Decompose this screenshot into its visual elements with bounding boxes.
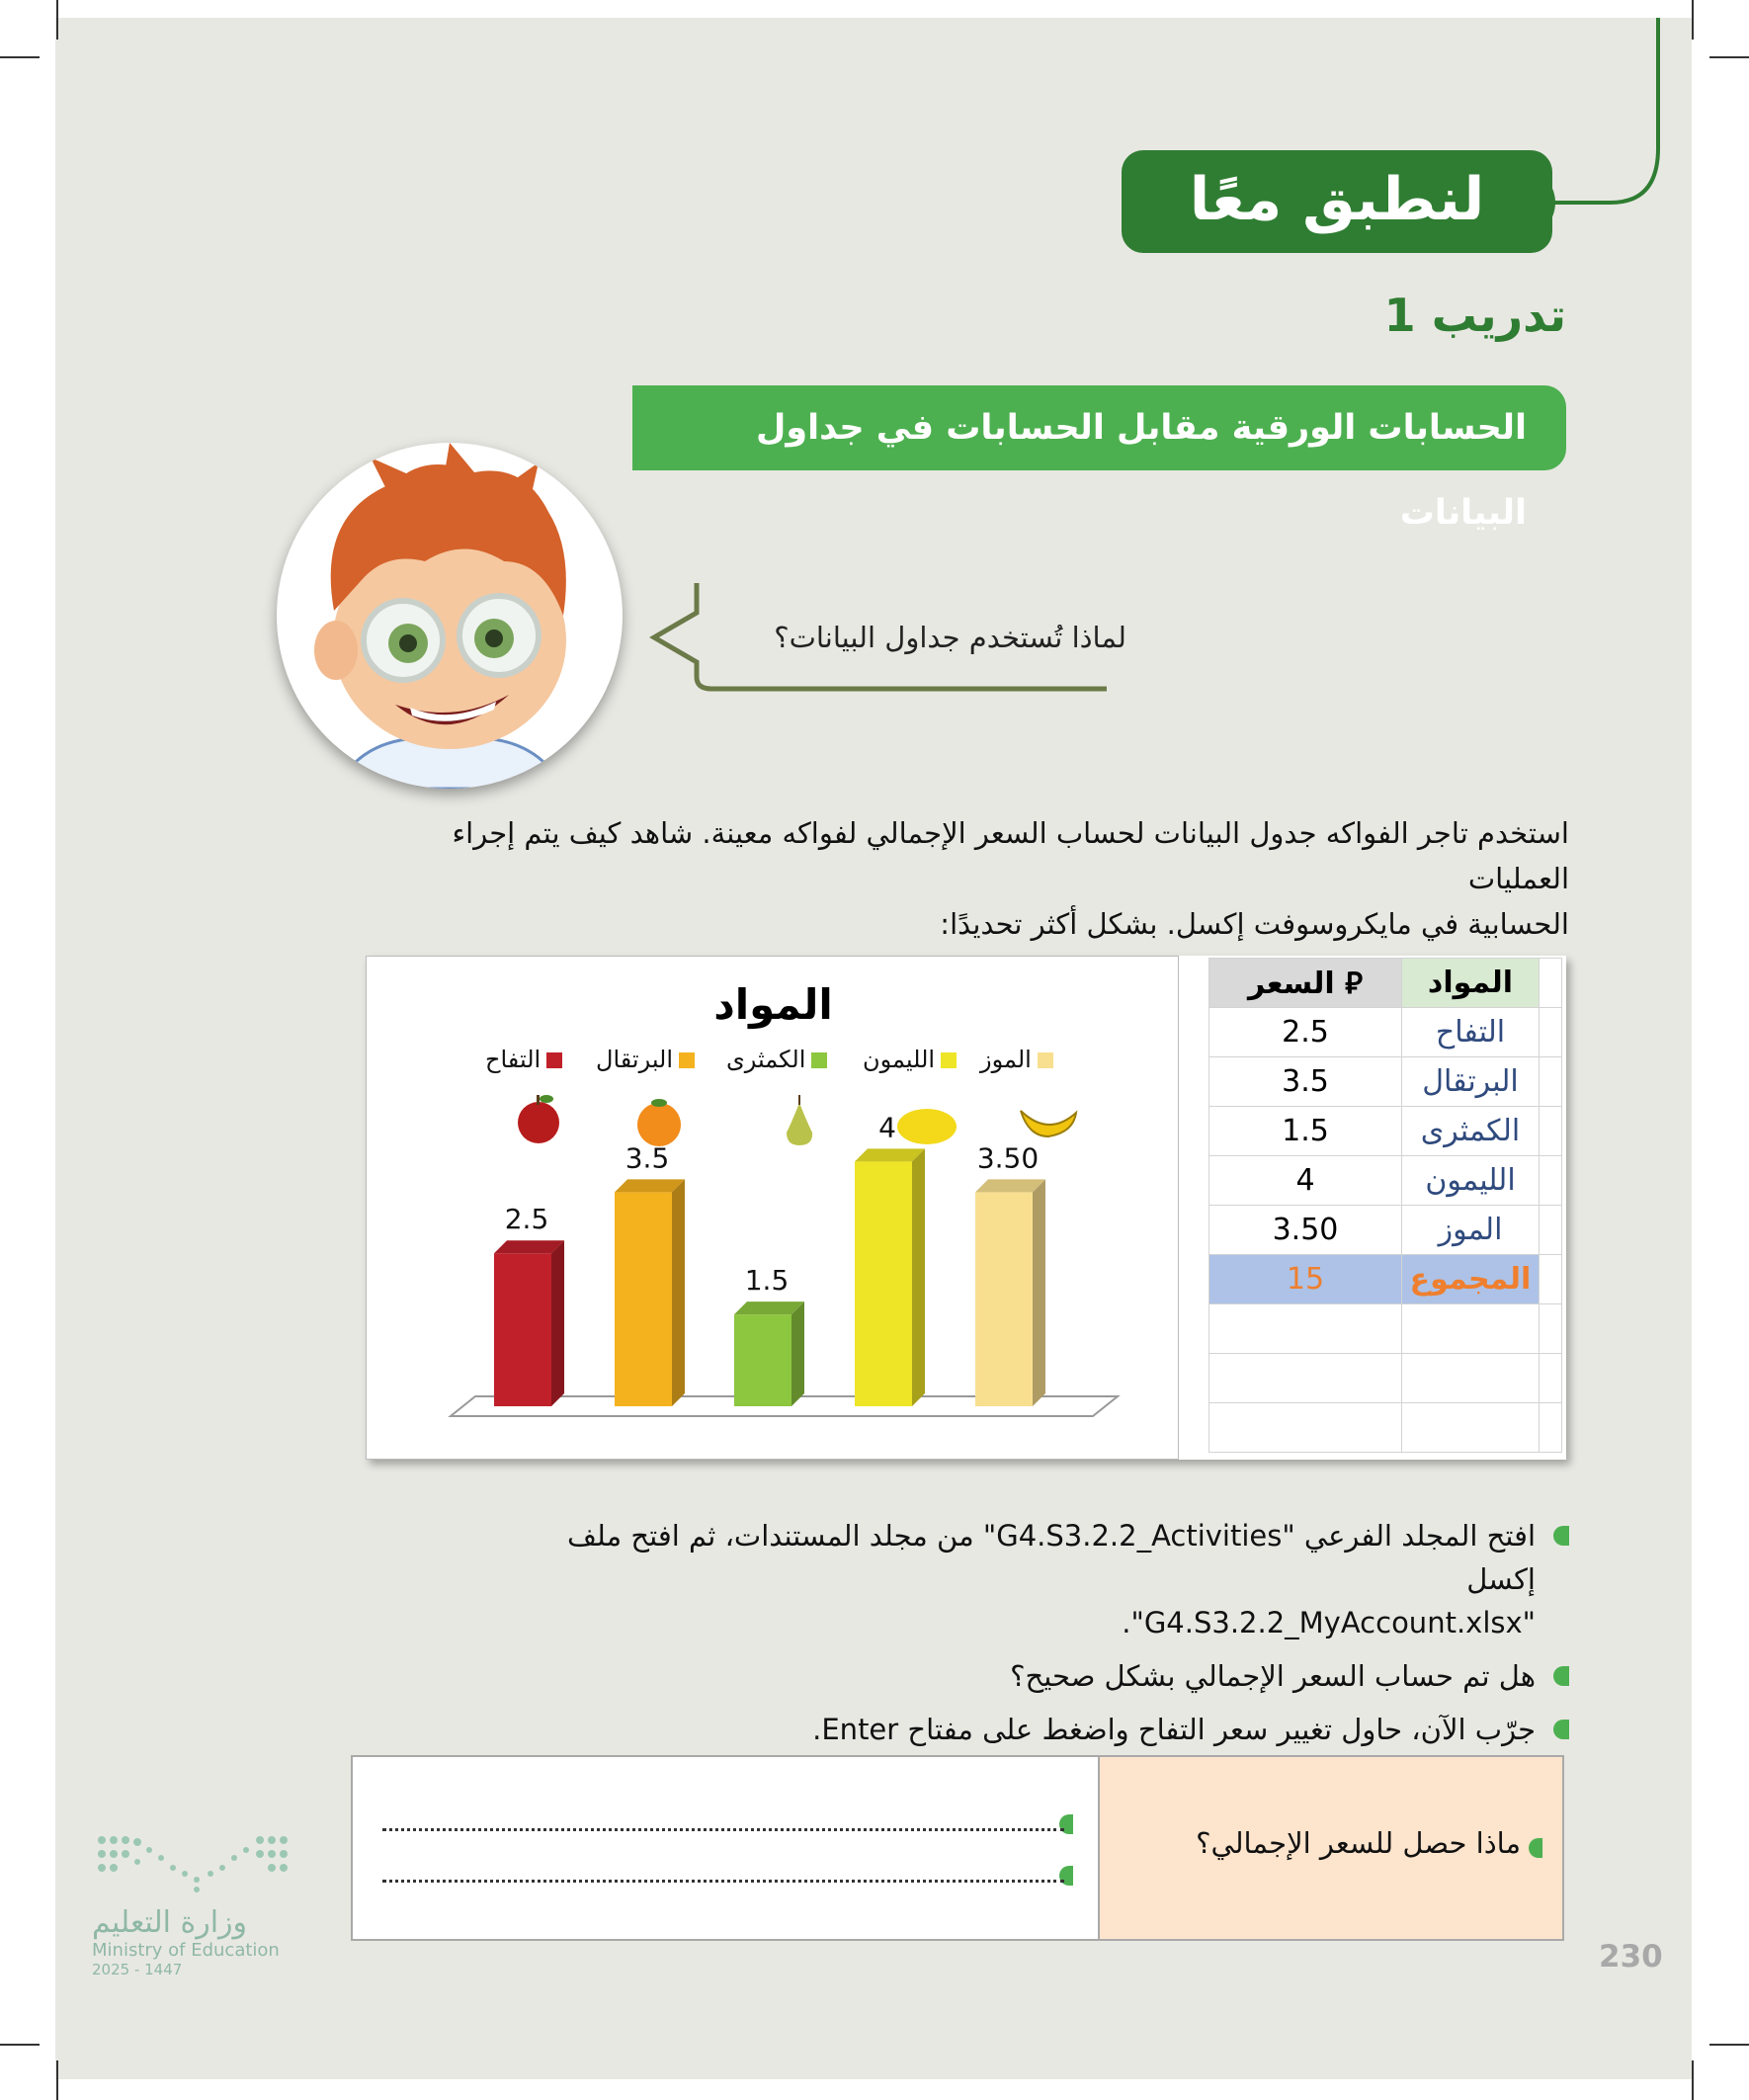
legend-label: الليمون — [863, 1046, 936, 1073]
bar-front — [494, 1253, 551, 1406]
instruction-text: هل تم حساب السعر الإجمالي بشكل صحيح؟ — [1010, 1659, 1536, 1693]
empty-row — [1209, 1403, 1562, 1453]
price-cell[interactable]: 3.5 — [1209, 1057, 1402, 1107]
table-row — [1209, 1156, 1562, 1206]
bar-1 — [615, 1141, 685, 1406]
speech-bubble-text: لماذا تُستخدم جداول البيانات؟ — [774, 621, 1126, 654]
table-row — [1209, 1107, 1562, 1156]
bar-value-label: 1.5 — [744, 1264, 790, 1298]
bar-value-label: 2.5 — [504, 1203, 549, 1236]
price-cell[interactable]: 1.5 — [1209, 1107, 1402, 1156]
table-cell[interactable] — [1540, 959, 1562, 1008]
item-cell[interactable]: الكمثرى — [1402, 1107, 1540, 1156]
section-heading: الحسابات الورقية مقابل الحسابات في جداول البيانات — [632, 385, 1566, 470]
instruction-item — [494, 1654, 1569, 1698]
bar-chart — [366, 956, 1179, 1460]
total-price-cell[interactable]: 15 — [1209, 1255, 1402, 1304]
chart-title: المواد — [713, 980, 833, 1029]
table-row — [1209, 1008, 1562, 1057]
instruction-item — [494, 1708, 1569, 1751]
table-cell[interactable] — [1540, 1354, 1562, 1403]
bar-value-label: 3.50 — [976, 1141, 1040, 1175]
table-cell[interactable] — [1540, 1403, 1562, 1453]
bullet-icon — [1059, 1814, 1073, 1834]
chart-plot-area — [367, 957, 1180, 1461]
question-text: ماذا حصل للسعر الإجمالي؟ — [1196, 1826, 1521, 1860]
answer-box — [351, 1755, 1564, 1941]
ministry-dots-logo — [92, 1828, 299, 1897]
ministry-logo — [92, 1828, 299, 1978]
bar-side — [672, 1179, 685, 1406]
bullet-icon — [1059, 1866, 1073, 1886]
exercise-title: تدريب 1 — [1383, 289, 1566, 342]
bar-value-label: 4 — [878, 1111, 896, 1144]
crop-mark — [56, 2060, 58, 2100]
crop-mark — [1709, 2044, 1749, 2046]
table-header-row — [1209, 959, 1562, 1008]
spreadsheet-table — [1208, 958, 1562, 1453]
instruction-text: افتح المجلد الفرعي "G4.S3.2.2_Activities" من مجلد المستندات، ثم افتح ملف إكسل — [567, 1519, 1536, 1596]
intro-paragraph — [351, 810, 1569, 947]
bar-front — [855, 1161, 912, 1406]
bar-side — [791, 1302, 804, 1406]
intro-line-2: الحسابية في مايكروسوفت إكسل. بشكل أكثر تحديدًا: — [940, 907, 1569, 941]
crop-mark — [0, 2044, 40, 2046]
banner-tab-notch — [1546, 178, 1566, 227]
activity-banner: لنطبق معًا — [1122, 150, 1552, 253]
boy-face-illustration — [277, 443, 623, 789]
bar-front — [615, 1192, 672, 1406]
legend-label: التفاح — [485, 1046, 541, 1073]
crop-mark — [1692, 2060, 1694, 2100]
header-items[interactable]: المواد — [1402, 959, 1540, 1008]
table-row — [1209, 1057, 1562, 1107]
bar-0 — [494, 1203, 564, 1406]
legend-label: الكمثرى — [726, 1046, 806, 1073]
table-cell[interactable] — [1540, 1008, 1562, 1057]
ministry-year: 2025 - 1447 — [92, 1961, 183, 1978]
bar-2 — [734, 1264, 804, 1406]
bar-front — [734, 1314, 791, 1406]
instruction-item — [494, 1514, 1569, 1644]
price-cell[interactable]: 2.5 — [1209, 1008, 1402, 1057]
item-cell[interactable]: التفاح — [1402, 1008, 1540, 1057]
table-cell[interactable] — [1540, 1255, 1562, 1304]
bar-value-label: 3.5 — [625, 1141, 670, 1175]
ministry-name-english: Ministry of Education — [92, 1940, 280, 1961]
table-cell[interactable] — [1209, 1304, 1402, 1354]
intro-line-1: استخدم تاجر الفواكه جدول البيانات لحساب السعر الإجمالي لفواكه معينة. شاهد كيف يتم إجراء العمليات — [452, 816, 1569, 895]
instruction-text: "G4.S3.2.2_MyAccount.xlsx". — [1122, 1606, 1536, 1639]
bullet-icon — [1553, 1666, 1569, 1686]
ministry-name-arabic: وزارة التعليم — [92, 1905, 248, 1940]
item-cell[interactable]: الليمون — [1402, 1156, 1540, 1206]
bar-3 — [855, 1111, 925, 1406]
crop-mark — [0, 56, 40, 58]
item-cell[interactable]: الموز — [1402, 1206, 1540, 1255]
bar-side — [912, 1148, 925, 1406]
table-cell[interactable] — [1402, 1403, 1540, 1453]
table-cell[interactable] — [1209, 1403, 1402, 1453]
empty-row — [1209, 1354, 1562, 1403]
bullet-icon — [1553, 1720, 1569, 1739]
bar-4 — [975, 1141, 1045, 1406]
price-cell[interactable]: 4 — [1209, 1156, 1402, 1206]
table-cell[interactable] — [1540, 1156, 1562, 1206]
table-cell[interactable] — [1540, 1304, 1562, 1354]
crop-mark — [1709, 56, 1749, 58]
legend-label: البرتقال — [596, 1046, 674, 1073]
question-cell — [1098, 1757, 1562, 1939]
answer-line[interactable] — [382, 1828, 1064, 1831]
table-row — [1209, 1206, 1562, 1255]
instruction-text: جرّب الآن، حاول تغيير سعر التفاح واضغط على مفتاح Enter. — [812, 1713, 1536, 1746]
page-number: 230 — [1599, 1939, 1663, 1974]
total-label-cell[interactable]: المجموع — [1402, 1255, 1540, 1304]
table-cell[interactable] — [1209, 1354, 1402, 1403]
empty-row — [1209, 1304, 1562, 1354]
bar-side — [1033, 1179, 1045, 1406]
bar-front — [975, 1192, 1033, 1406]
boy-character-avatar — [277, 443, 623, 789]
bar-side — [551, 1240, 564, 1406]
table-cell[interactable] — [1402, 1304, 1540, 1354]
crop-mark — [56, 0, 58, 40]
table-cell[interactable] — [1540, 1206, 1562, 1255]
table-cell[interactable] — [1540, 1107, 1562, 1156]
excel-screenshot-panel — [366, 956, 1566, 1460]
answer-line[interactable] — [382, 1880, 1064, 1883]
total-row — [1209, 1255, 1562, 1304]
price-cell[interactable]: 3.50 — [1209, 1206, 1402, 1255]
legend-label: الموز — [980, 1046, 1032, 1073]
bullet-icon — [1553, 1526, 1569, 1546]
table-cell[interactable] — [1540, 1057, 1562, 1107]
item-cell[interactable]: البرتقال — [1402, 1057, 1540, 1107]
header-price[interactable]: السعر ⃁ — [1209, 959, 1402, 1008]
bullet-icon — [1529, 1838, 1542, 1858]
instruction-list — [494, 1514, 1569, 1751]
table-cell[interactable] — [1402, 1354, 1540, 1403]
